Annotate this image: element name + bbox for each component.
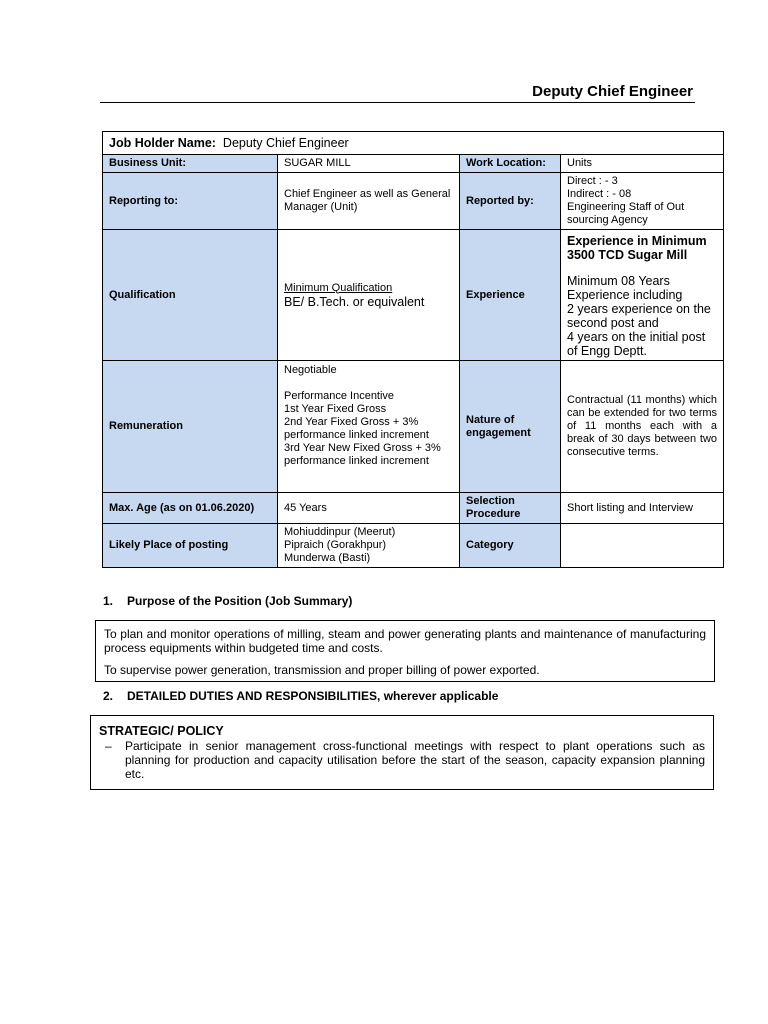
business-unit-value: SUGAR MILL xyxy=(278,155,460,173)
max-age-label: Max. Age (as on 01.06.2020) xyxy=(103,493,278,524)
section-1-number: 1. xyxy=(103,594,114,608)
posting-place-label: Likely Place of posting xyxy=(103,524,278,568)
reporting-to-label: Reporting to: xyxy=(103,173,278,230)
selection-procedure-label: Selection Procedure xyxy=(460,493,561,524)
max-age-value: 45 Years xyxy=(278,493,460,524)
reported-by-value: Direct : - 3 Indirect : - 08 Engineering Staff of Out sourcing Agency xyxy=(561,173,724,230)
job-holder-cell xyxy=(103,132,724,155)
category-value xyxy=(561,524,724,568)
duty-text: Participate in senior management cross-functional meetings with respect to plant operations such as planning for production and capacity utilisation before the start of the season, capacity expansion planning etc. xyxy=(125,739,705,781)
nature-of-engagement-label: Nature of engagement xyxy=(460,361,561,493)
table-row-qualification xyxy=(103,230,724,361)
selection-procedure-value: Short listing and Interview xyxy=(561,493,724,524)
strategic-policy-heading: STRATEGIC/ POLICY xyxy=(99,724,224,738)
experience-cell xyxy=(561,230,724,361)
table-row-remuneration xyxy=(103,361,724,493)
bullet-dash: – xyxy=(105,739,112,753)
table-row-posting xyxy=(103,524,724,568)
business-unit-label: Business Unit: xyxy=(103,155,278,173)
section-2-heading xyxy=(103,689,498,703)
table-row-max-age xyxy=(103,493,724,524)
posting-place-value: Mohiuddinpur (Meerut) Pipraich (Gorakhpur) Munderwa (Basti) xyxy=(278,524,460,568)
reporting-to-value: Chief Engineer as well as General Manager (Unit) xyxy=(278,173,460,230)
section-2-title: DETAILED DUTIES AND RESPONSIBILITIES, wherever applicable xyxy=(127,689,499,703)
duty-list-item xyxy=(99,739,705,781)
qualification-value: BE/ B.Tech. or equivalent xyxy=(284,294,425,309)
table-row-reporting xyxy=(103,173,724,230)
section-2-number: 2. xyxy=(103,689,114,703)
job-holder-value: Deputy Chief Engineer xyxy=(222,135,349,150)
qualification-cell xyxy=(278,230,460,361)
nature-of-engagement-value: Contractual (11 months) which can be extended for two terms of 11 months each with a break of 30 days between two consecutive terms. xyxy=(561,361,724,493)
section-1-heading xyxy=(103,594,352,608)
job-holder-label: Job Holder Name: xyxy=(109,135,216,150)
work-location-value: Units xyxy=(561,155,724,173)
experience-label: Experience xyxy=(460,230,561,361)
remuneration-value: Negotiable Performance Incentive 1st Year Fixed Gross 2nd Year Fixed Gross + 3% performance linked increment 3rd Year New Fixed Gross + 3% performance linked increment xyxy=(278,361,460,493)
document-title: Deputy Chief Engineer xyxy=(532,83,693,100)
job-summary-box xyxy=(95,620,715,682)
category-label: Category xyxy=(460,524,561,568)
work-location-label: Work Location: xyxy=(460,155,561,173)
table-row-job-holder xyxy=(103,132,724,155)
experience-value: Minimum 08 Years Experience including 2 years experience on the second post and 4 years on the initial post of Engg Deptt. xyxy=(567,274,711,358)
job-summary-paragraph-1: To plan and monitor operations of milling, steam and power generating plants and maintenance of manufacturing process equipments within budgeted time and costs. xyxy=(104,627,706,655)
section-1-title: Purpose of the Position (Job Summary) xyxy=(127,594,353,608)
reported-by-label: Reported by: xyxy=(460,173,561,230)
job-summary-paragraph-2: To supervise power generation, transmission and proper billing of power exported. xyxy=(104,663,540,677)
qualification-heading: Minimum Qualification xyxy=(284,281,393,294)
header-divider xyxy=(100,102,695,103)
duties-box xyxy=(90,715,714,790)
job-details-table xyxy=(102,131,724,568)
qualification-label: Qualification xyxy=(103,230,278,361)
table-row-business-unit xyxy=(103,155,724,173)
experience-heading: Experience in Minimum 3500 TCD Sugar Mill xyxy=(567,234,707,262)
remuneration-label: Remuneration xyxy=(103,361,278,493)
